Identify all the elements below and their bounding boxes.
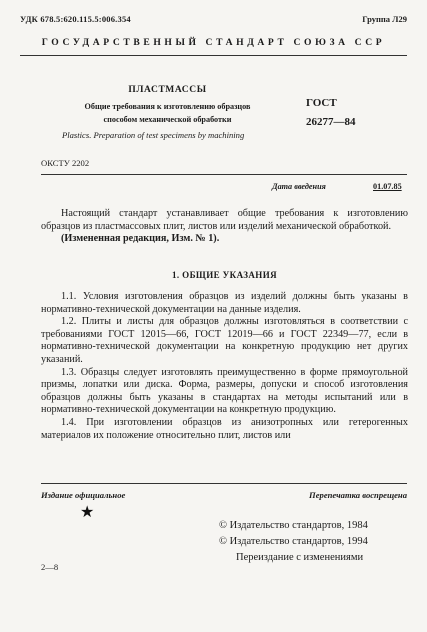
okstu-code: ОКСТУ 2202 <box>41 158 90 168</box>
title-subtitle <box>60 101 275 126</box>
copyright-block <box>219 518 368 567</box>
gost-designation <box>306 94 356 132</box>
title-english: Plastics. Preparation of test specimens by machining <box>62 130 245 140</box>
intro-paragraph: Настоящий стандарт устанавливает общие требования к изготовлению образцов из пластмассовых плит, листов или изделий механической обработкой. <box>41 208 408 232</box>
title-rule <box>41 174 407 175</box>
amendment-note: (Измененная редакция, Изм. № 1). <box>61 233 220 245</box>
reprint-prohibited-label: Перепечатка воспрещена <box>309 490 407 500</box>
title-subtitle-line1: Общие требования к изготовлению образцов <box>84 102 251 111</box>
section-body <box>41 291 408 442</box>
clause-1-3: 1.3. Образцы следует изготовлять преимущественно в форме прямоугольной призмы, лопатки или диска. Форма, размеры, допуски и способ изготовления образцов должны быть указаны в стандартах на методы испытаний или в нормативно-технической документации на конкретную продукцию. <box>41 366 408 416</box>
official-edition-label: Издание официальное <box>41 490 126 500</box>
effective-date-value: 01.07.85 <box>373 182 402 191</box>
group-code: Группа Л29 <box>362 14 407 24</box>
title-main: ПЛАСТМАССЫ <box>128 85 207 95</box>
gost-number: 26277—84 <box>306 116 356 128</box>
udk-code: УДК 678.5:620.115.5:006.354 <box>20 14 131 24</box>
section-title: 1. ОБЩИЕ УКАЗАНИЯ <box>171 270 278 280</box>
star-icon: ★ <box>80 504 95 521</box>
intro-block <box>41 208 408 246</box>
title-block <box>60 85 275 126</box>
reissue-note: Переиздание с изменениями <box>236 552 364 564</box>
standard-banner: ГОСУДАРСТВЕННЫЙ СТАНДАРТ СОЮЗА ССР <box>41 37 386 48</box>
page-number: 2—8 <box>41 562 59 572</box>
copyright-1984: © Издательство стандартов, 1984 <box>219 520 368 531</box>
gost-label: ГОСТ <box>306 97 337 109</box>
footer-rule <box>41 483 407 484</box>
clause-1-2: 1.2. Плиты и листы для образцов должны изготовляться в соответствии с требованиями ГОСТ 12015—66, ГОСТ 12019—66 и ГОСТ 22349—77, если в нормативно-технической документации на конкретную продукцию нет других указаний. <box>41 316 408 365</box>
title-subtitle-line2: способом механической обработки <box>103 114 232 124</box>
clause-1-4: 1.4. При изготовлении образцов из анизотропных или гетерогенных материалов их положение относительно плит, листов или <box>41 416 408 441</box>
effective-date-label: Дата введения <box>272 182 326 191</box>
copyright-1994: © Издательство стандартов, 1994 <box>219 536 368 548</box>
clause-1-1: 1.1. Условия изготовления образцов из изделий должны быть указаны в нормативно-технической документации на данные изделия. <box>41 291 408 315</box>
banner-rule <box>20 55 407 56</box>
